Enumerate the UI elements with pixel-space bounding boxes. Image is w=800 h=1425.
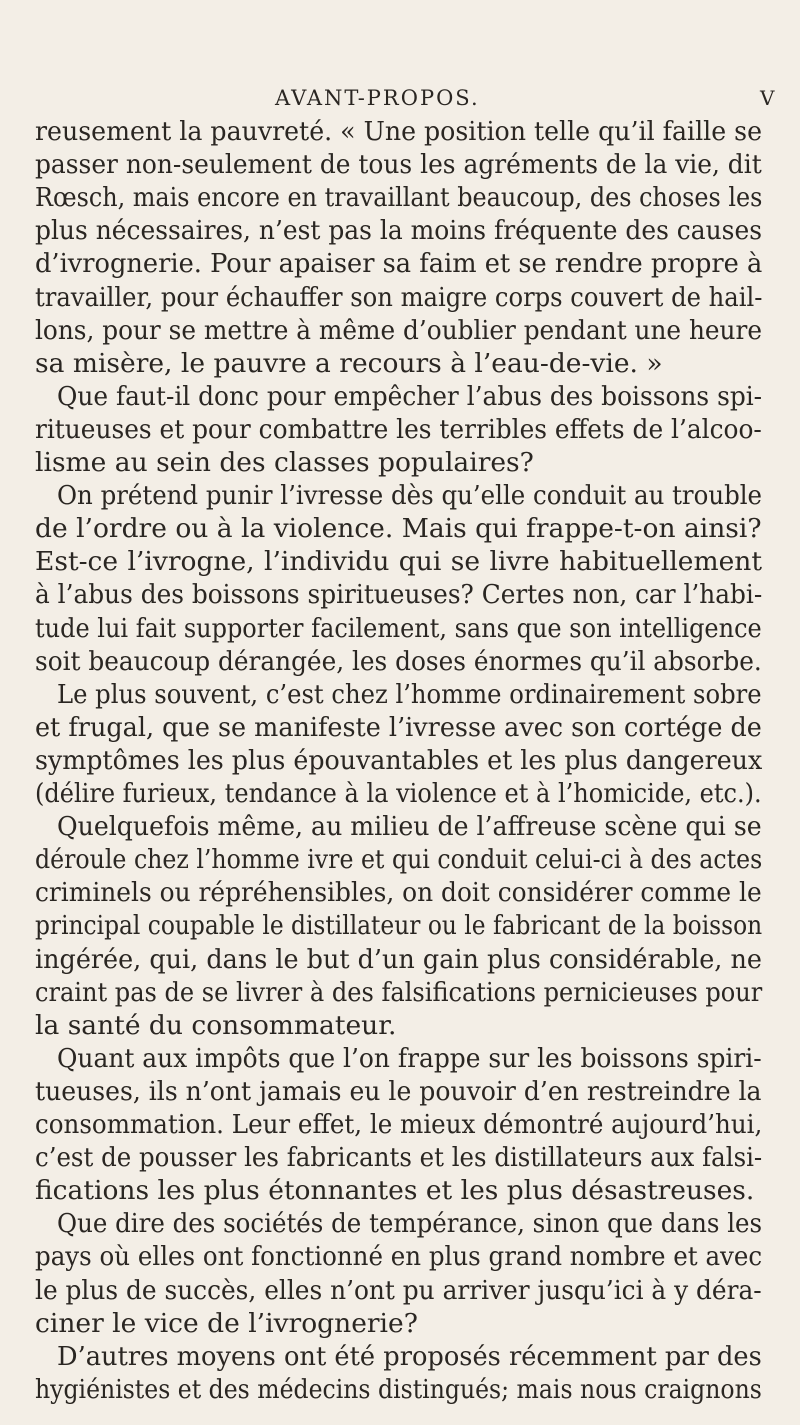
text-line: d’ivrognerie. Pour apaiser sa faim et se rendre propre à bbox=[35, 248, 763, 280]
text-line: tueuses, ils n’ont jamais eu le pouvoir d’en restreindre la bbox=[35, 1075, 762, 1107]
text-line: lons, pour se mettre à même d’oublier pendant une heure bbox=[35, 314, 762, 346]
text-line: plus nécessaires, n’est pas la moins fréquente des causes bbox=[35, 215, 763, 247]
text-line: Est-ce l’ivrogne, l’individu qui se livre habituellement bbox=[35, 546, 762, 578]
text-line: sa misère, le pauvre a recours à l’eau-de-vie. » bbox=[35, 347, 663, 379]
text-line: le plus de succès, elles n’ont pu arriver jusqu’ici à y déra- bbox=[35, 1274, 762, 1306]
text-line: Que faut-il donc pour empêcher l’abus des boissons spi- bbox=[57, 380, 763, 412]
text-line: travailler, pour échauffer son maigre corps couvert de hail- bbox=[35, 281, 763, 313]
text-line: fications les plus étonnantes et les plus désastreuses. bbox=[35, 1175, 755, 1207]
text-line: tude lui fait supporter facilement, sans que son intelligence bbox=[35, 612, 762, 644]
text-line: symptômes les plus épouvantables et les plus dangereux bbox=[35, 744, 763, 776]
text-line: Quelquefois même, au milieu de l’affreuse scène qui se bbox=[57, 811, 762, 843]
text-line: soit beaucoup dérangée, les doses énormes qu’il absorbe. bbox=[35, 645, 762, 677]
text-line: ciner le vice de l’ivrognerie? bbox=[35, 1307, 418, 1339]
text-line: passer non-seulement de tous les agréments de la vie, dit bbox=[35, 149, 762, 181]
text-line: c’est de pousser les fabricants et les distillateurs aux falsi- bbox=[35, 1142, 763, 1174]
running-header bbox=[0, 86, 800, 116]
text-line: criminels ou répréhensibles, on doit considérer comme le bbox=[35, 877, 762, 909]
text-line: Le plus souvent, c’est chez l’homme ordinairement sobre bbox=[57, 678, 762, 710]
text-line: Quant aux impôts que l’on frappe sur les boissons spiri- bbox=[57, 1042, 762, 1074]
text-line: On prétend punir l’ivresse dès qu’elle conduit au trouble bbox=[57, 480, 763, 512]
text-line: reusement la pauvreté. « Une position telle qu’il faille se bbox=[35, 116, 763, 147]
text-line: consommation. Leur effet, le mieux démontré aujourd’hui, bbox=[35, 1109, 763, 1140]
text-line: hygiénistes et des médecins distingués; mais nous craignons bbox=[35, 1373, 762, 1405]
running-title: AVANT-PROPOS. bbox=[275, 86, 480, 110]
text-line: Rœsch, mais encore en travaillant beaucoup, des choses les bbox=[35, 182, 763, 214]
text-line: Que dire des sociétés de tempérance, sinon que dans les bbox=[57, 1208, 763, 1240]
text-line: ritueuses et pour combattre les terribles effets de l’alcoo- bbox=[35, 413, 762, 445]
text-line: (délire furieux, tendance à la violence et à l’homicide, etc.). bbox=[35, 778, 762, 809]
page-number: V bbox=[760, 86, 775, 110]
text-line: et frugal, que se manifeste l’ivresse avec son cortége de bbox=[35, 711, 762, 743]
text-line: craint pas de se livrer à des falsifications pernicieuses pour bbox=[35, 976, 763, 1008]
text-line: à l’abus des boissons spiritueuses? Certes non, car l’habi- bbox=[35, 579, 763, 611]
text-line: la santé du consommateur. bbox=[35, 1009, 397, 1041]
text-line: D’autres moyens ont été proposés récemment par des bbox=[57, 1340, 762, 1372]
text-line: principal coupable le distillateur ou le fabricant de la boisson bbox=[35, 910, 763, 942]
text-line: lisme au sein des classes populaires? bbox=[35, 447, 534, 478]
text-line: pays où elles ont fonctionné en plus grand nombre et avec bbox=[35, 1241, 763, 1273]
text-line: de l’ordre ou à la violence. Mais qui frappe-t-on ainsi? bbox=[35, 513, 762, 545]
text-line: déroule chez l’homme ivre et qui conduit celui-ci à des actes bbox=[35, 844, 763, 876]
text-line: ingérée, qui, dans le but d’un gain plus considérable, ne bbox=[35, 943, 762, 975]
